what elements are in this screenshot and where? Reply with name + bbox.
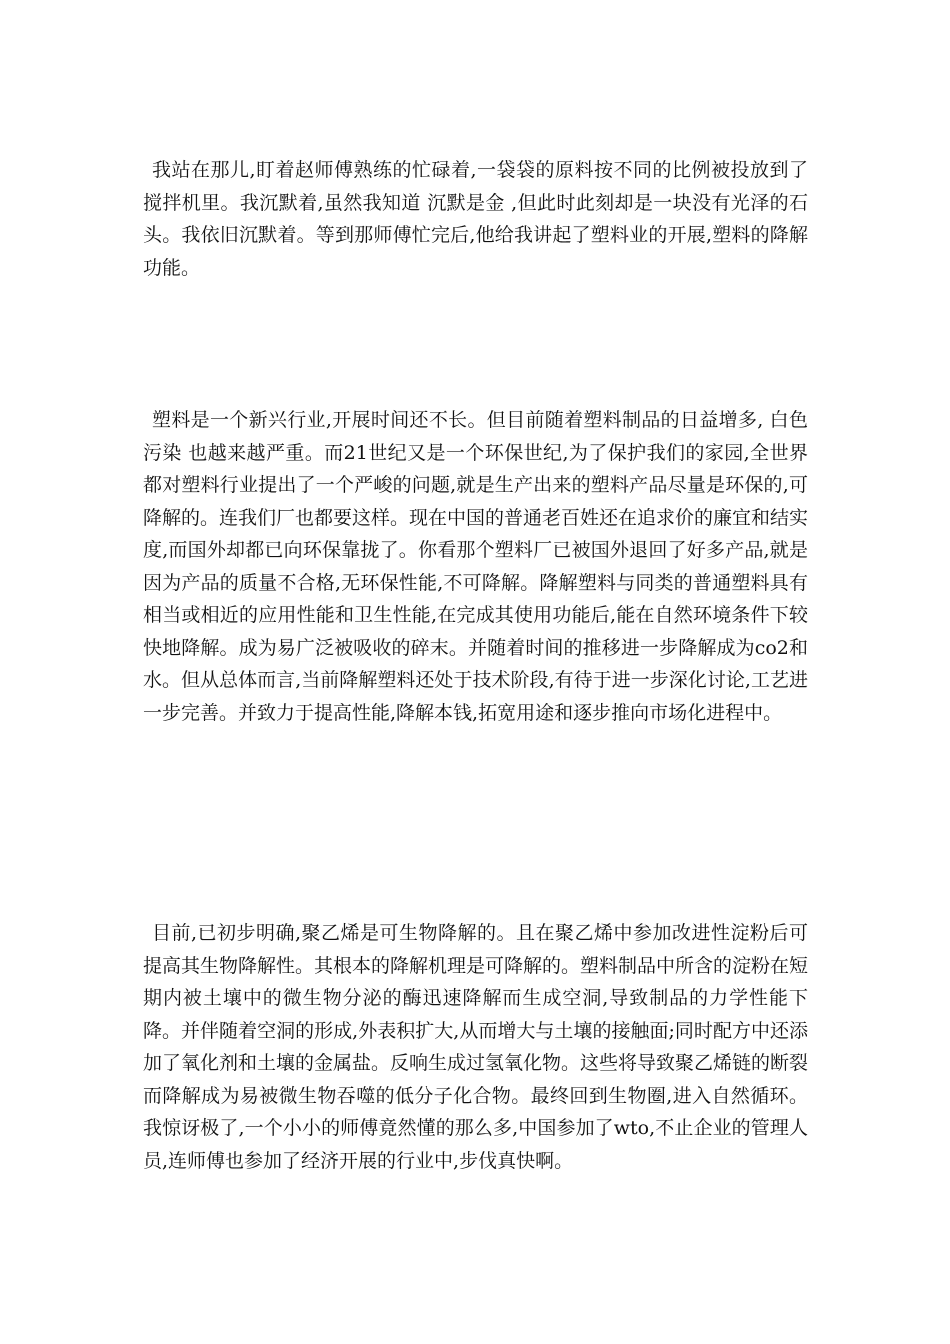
paragraph-3: 目前,已初步明确,聚乙烯是可生物降解的。且在聚乙烯中参加改进性淀粉后可提高其生物降解性。其根本的降解机理是可降解的。塑料制品中所含的淀粉在短期内被土壤中的微生物分泌的酶迅速降解而生成空洞,导致制品的力学性能下降。并伴随着空洞的形成,外表积扩大,从而增大与土壤的接触面;同时配方中还添加了氧化剂和土壤的金属盐。反响生成过氢氧化物。这些将导致聚乙烯链的断裂而降解成为易被微生物吞噬的低分子化合物。最终回到生物圈,进入自然循环。我惊讶极了,一个小小的师傅竟然懂的那么多,中国参加了wto,不止企业的管理人员,连师傅也参加了经济开展的行业中,步伐真快啊。 <box>143 922 809 1172</box>
paragraph-1: 我站在那儿,盯着赵师傅熟练的忙碌着,一袋袋的原料按不同的比例被投放到了搅拌机里。我沉默着,虽然我知道 沉默是金 ,但此时此刻却是一块没有光泽的石头。我依旧沉默着。等到那师傅忙完后,他给我讲起了塑料业的开展,塑料的降解功能。 <box>143 159 808 279</box>
paragraph-2: 塑料是一个新兴行业,开展时间还不长。但目前随着塑料制品的日益增多, 白色污染 也越来越严重。而21世纪又是一个环保世纪,为了保护我们的家园,全世界都对塑料行业提出了一个严峻的问题,就是生产出来的塑料产品尽量是环保的,可降解的。连我们厂也都要这样。现在中国的普通老百姓还在追求价的廉宜和结实度,而国外却都已向环保靠拢了。你看那个塑料厂已被国外退回了好多产品,就是因为产品的质量不合格,无环保性能,不可降解。降解塑料与同类的普通塑料具有相当或相近的应用性能和卫生性能,在完成其使用功能后,能在自然环境条件下较快地降解。成为易广泛被吸收的碎末。并随着时间的推移进一步降解成为co2和水。但从总体而言,当前降解塑料还处于技术阶段,有待于进一步深化讨论,工艺进一步完善。并致力于提高性能,降解本钱,拓宽用途和逐步推向市场化进程中。 <box>143 409 809 724</box>
